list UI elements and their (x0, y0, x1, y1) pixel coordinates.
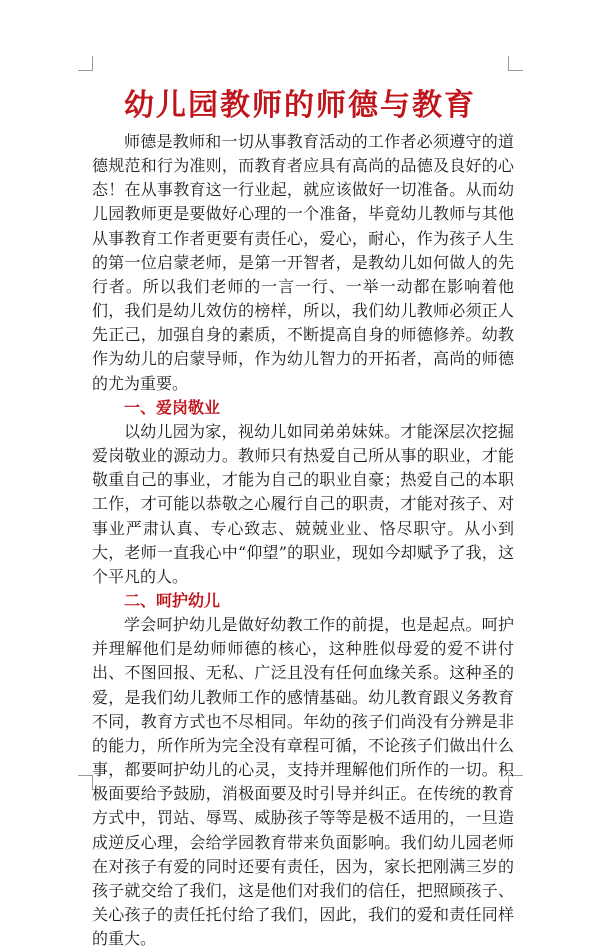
section-heading-2: 二、呵护幼儿 (124, 590, 221, 610)
crop-mark-top-right (508, 56, 523, 71)
document-title: 幼儿园教师的师德与教育 (124, 88, 476, 123)
section-paragraph-1: 以幼儿园为家，视幼儿如同弟弟妹妹。才能深层次挖掘爱岗敬业的源动力。教师只有热爱自己所从事的职业，才能敬重自己的事业，才能为自己的职业自豪；热爱自己的本职工作，才可能以恭敬之心履行自己的职责，才能对孩子、对事业严肃认真、专心致志、兢兢业业、恪尽职守。从小到大，老师一直我心中“仰望”的职业，现如今却赋予了我，这个平凡的人。 (92, 421, 514, 586)
crop-mark-bottom-left (78, 775, 93, 790)
intro-paragraph: 师德是教师和一切从事教育活动的工作者必须遵守的道德规范和行为准则，而教育者应具有高尚的品德及良好的心态！在从事教育这一行业起，就应该做好一切准备。从而幼儿园教师更是要做好心理的一个准备，毕竟幼儿教师与其他从事教育工作者更要有责任心，爱心，耐心，作为孩子人生的第一位启蒙老师，是第一开智者，是教幼儿如何做人的先行者。所以我们老师的一言一行、一举一动都在影响着他们，我们是幼儿效仿的榜样，所以，我们幼儿教师必须正人先正己，加强自身的素质，不断提高自身的师德修养。幼教作为幼儿的启蒙导师，作为幼儿智力的开拓者，高尚的师德的尤为重要。 (92, 132, 514, 393)
document-body (92, 130, 514, 951)
section-heading-1: 一、爱岗敬业 (124, 397, 221, 417)
crop-mark-top-left (78, 56, 93, 71)
section-paragraph-2: 学会呵护幼儿是做好幼教工作的前提，也是起点。呵护并理解他们是幼师师德的核心，这种胜似母爱的爱不讲付出、不图回报、无私、广泛且没有任何血缘关系。这种圣的爱，是我们幼儿教师工作的感情基础。幼儿教育跟义务教育不同，教育方式也不尽相同。年幼的孩子们尚没有分辨是非的能力，所作所为完全没有章程可循，不论孩子们做出什么事，都要呵护幼儿的心灵，支持并理解他们所作的一切。积极面要给予鼓励，消极面要及时引导并纠正。在传统的教育方式中，罚站、辱骂、威胁孩子等等是极不适用的，一旦造成逆反心理，会给学园教育带来负面影响。我们幼儿园老师在对孩子有爱的同时还要有责任，因为，家长把刚满三岁的孩子就交给了我们，这是他们对我们的信任，把照顾孩子、关心孩子的责任托付给了我们，因此，我们的爱和责任同样的重大。 (92, 615, 514, 949)
